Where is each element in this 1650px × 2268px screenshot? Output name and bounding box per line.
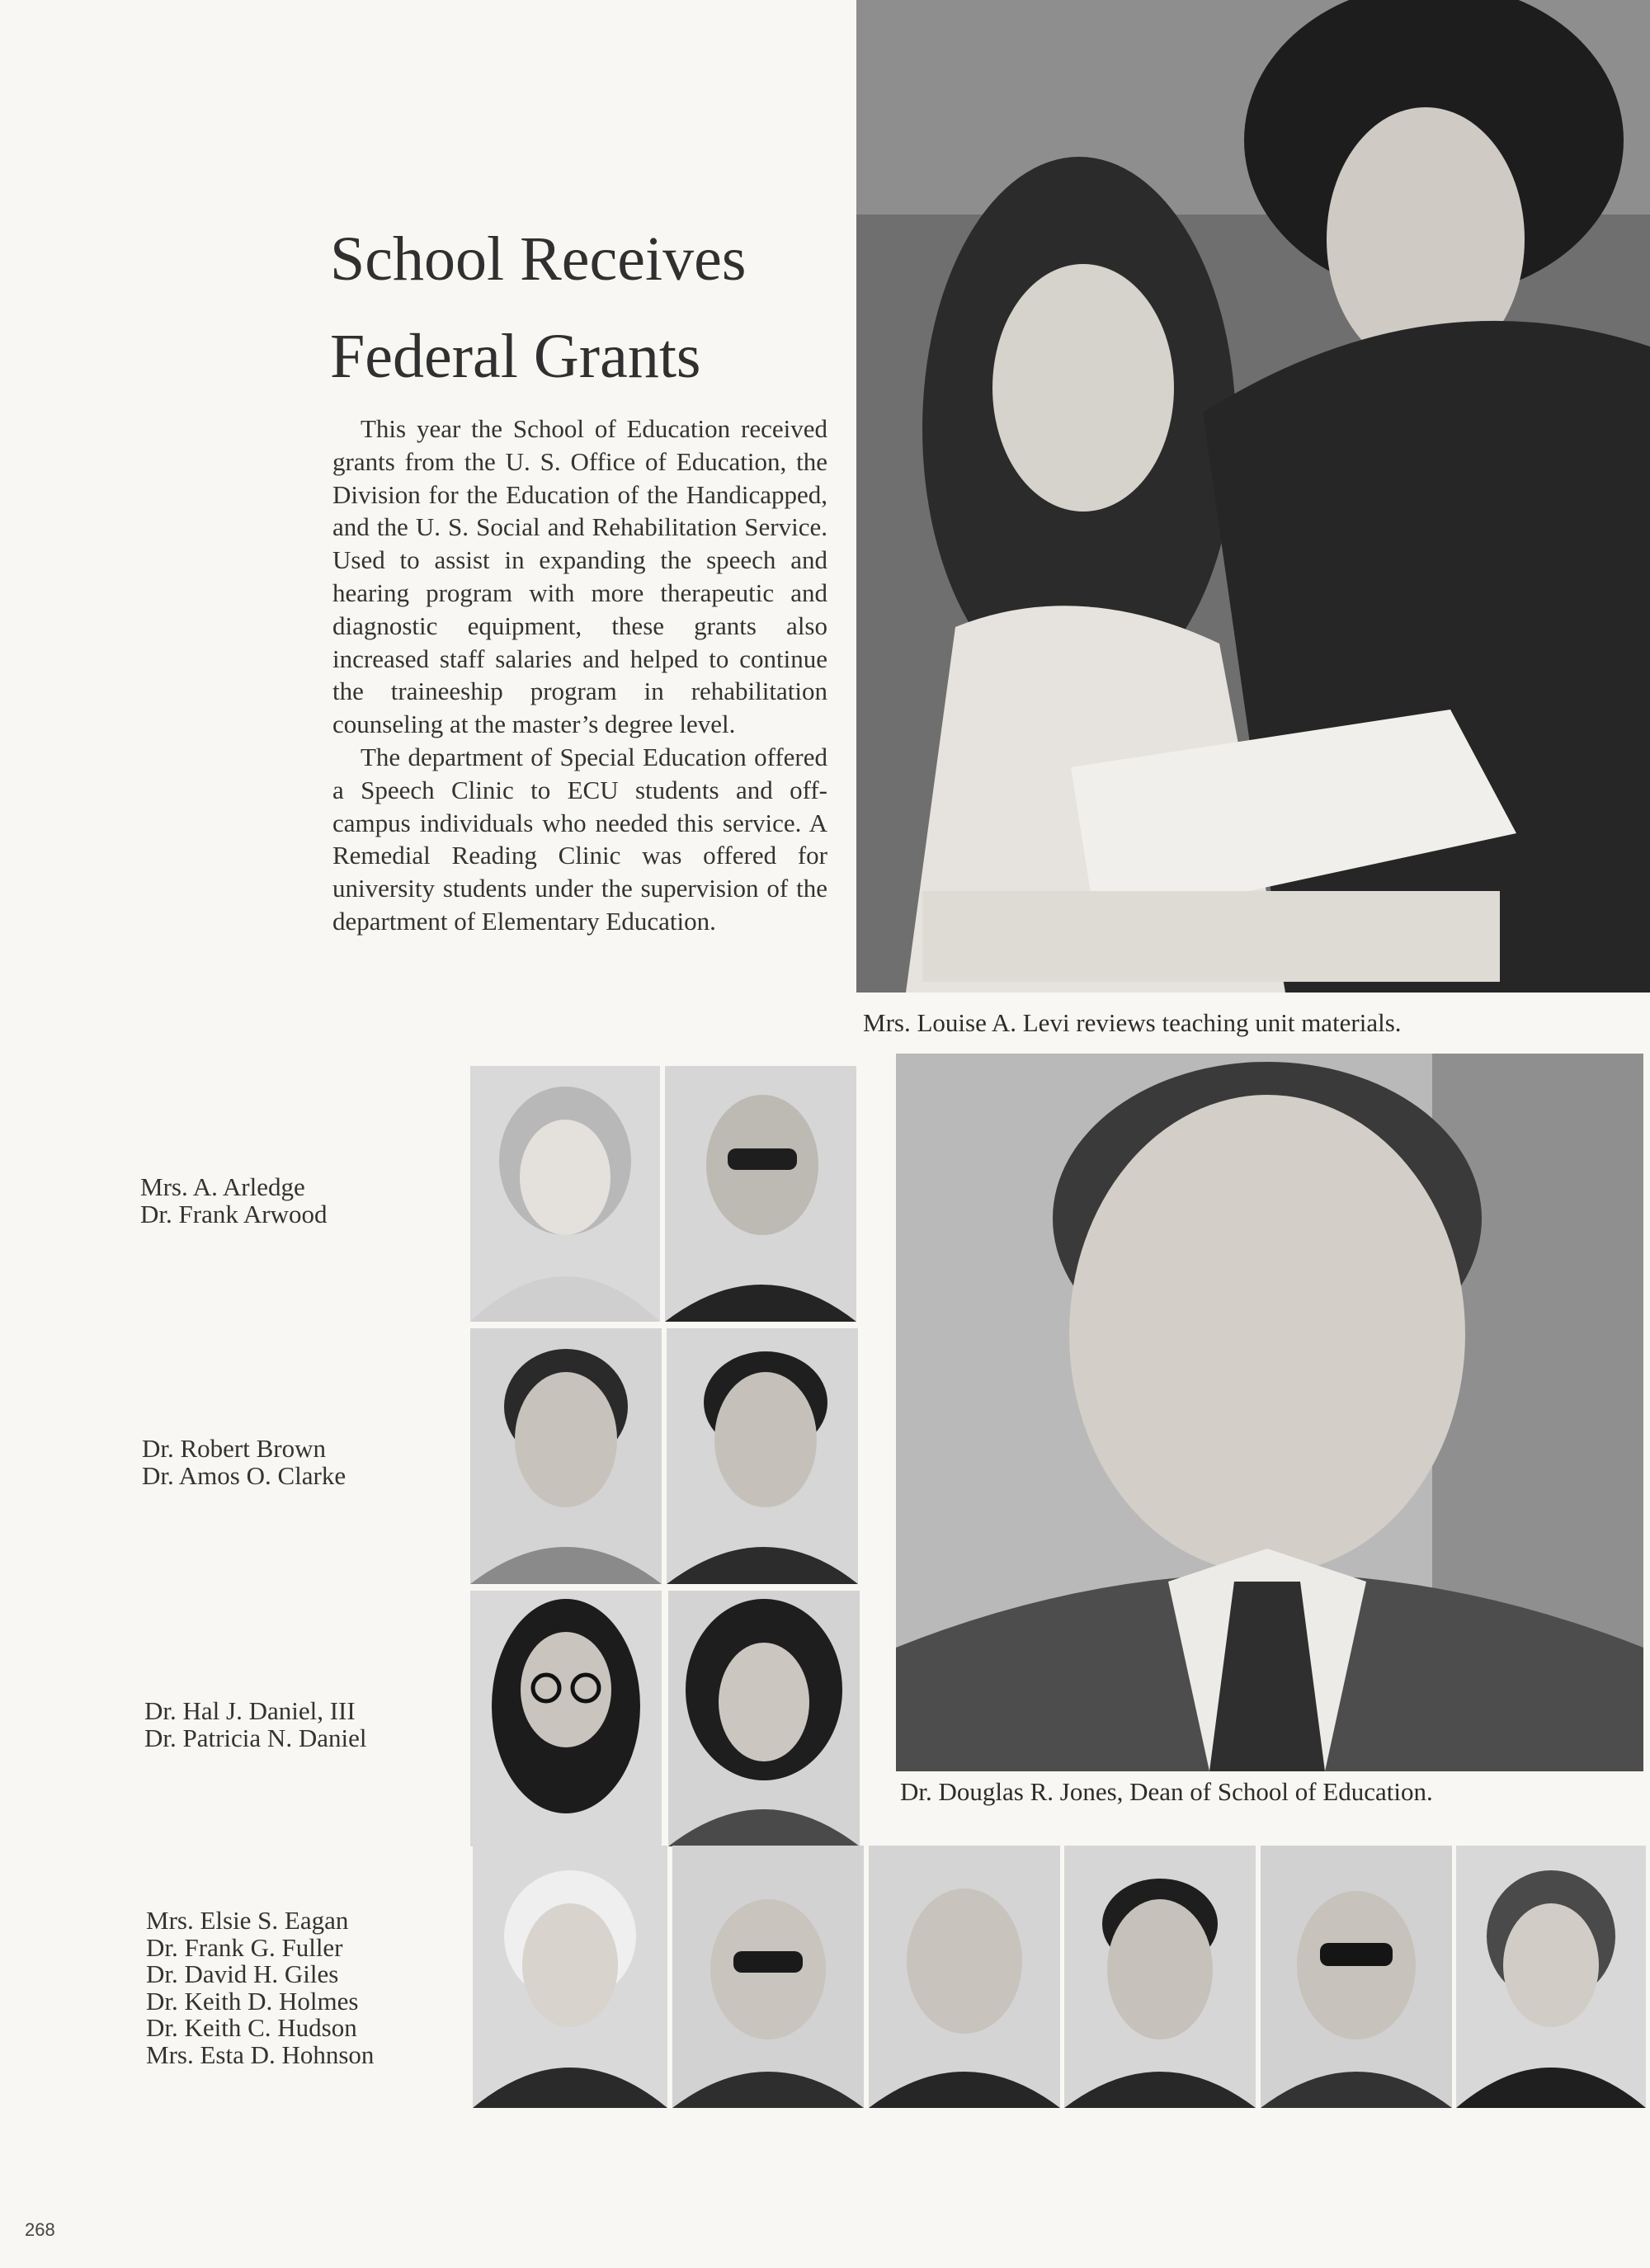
faculty-name: Dr. David H. Giles — [146, 1959, 339, 1988]
dean-photo — [896, 1054, 1643, 1771]
portrait-arwood — [665, 1066, 856, 1322]
faculty-name: Dr. Robert Brown — [142, 1434, 327, 1463]
faculty-name: Dr. Patricia N. Daniel — [144, 1723, 367, 1752]
article-title-line-2: Federal Grants — [330, 322, 701, 391]
page-number: 268 — [25, 2219, 55, 2240]
names-group-2 — [142, 1436, 346, 1489]
article-title-line-1: School Receives — [330, 224, 747, 294]
article-body — [332, 413, 827, 938]
names-group-3 — [144, 1698, 366, 1752]
portrait-clarke — [667, 1328, 858, 1584]
faculty-name: Mrs. A. Arledge — [140, 1172, 305, 1201]
faculty-name: Dr. Keith D. Holmes — [146, 1986, 359, 2016]
portrait-arledge — [470, 1066, 660, 1322]
portrait-eagan — [473, 1846, 667, 2108]
article-paragraph-1: This year the School of Education received grants from the U. S. Office of Education, the Division for the Education of the Handicapped, and the U. S. Social and Rehabilitation Service. Used to assist in expanding the speech and hearing program with more therapeutic and diagnostic equipment, these grants also increased staff salaries and helped to continue the traineeship program in rehabilitation counseling at the master’s degree level. — [332, 414, 827, 739]
faculty-name: Dr. Hal J. Daniel, III — [144, 1696, 356, 1725]
portrait-brown — [470, 1328, 662, 1584]
faculty-name: Mrs. Elsie S. Eagan — [146, 1906, 349, 1935]
portrait-hal-daniel — [470, 1591, 662, 1846]
portrait-giles — [869, 1846, 1060, 2108]
faculty-name: Mrs. Esta D. Hohnson — [146, 2039, 375, 2069]
faculty-name: Dr. Frank Arwood — [140, 1199, 328, 1228]
portrait-holmes — [1064, 1846, 1256, 2108]
faculty-name: Dr. Amos O. Clarke — [142, 1460, 346, 1490]
portrait-fuller — [672, 1846, 864, 2108]
portrait-hudson — [1261, 1846, 1452, 2108]
dean-photo-caption: Dr. Douglas R. Jones, Dean of School of Education. — [900, 1777, 1433, 1806]
faculty-name: Dr. Frank G. Fuller — [146, 1932, 343, 1962]
faculty-name: Dr. Keith C. Hudson — [146, 2013, 357, 2042]
feature-photo — [856, 0, 1650, 993]
portrait-hohnson — [1456, 1846, 1646, 2108]
article-title — [330, 210, 842, 405]
names-group-1 — [140, 1174, 327, 1228]
article-paragraph-2: The department of Special Education offered a Speech Clinic to ECU students and off-campus individuals who needed this service. A Remedial Reading Clinic was offered for university students under the supervision of the department of Elementary Education. — [332, 742, 827, 936]
names-group-4 — [146, 1907, 374, 2068]
feature-photo-caption: Mrs. Louise A. Levi reviews teaching unit materials. — [863, 1008, 1402, 1037]
portrait-patricia-daniel — [668, 1591, 860, 1846]
